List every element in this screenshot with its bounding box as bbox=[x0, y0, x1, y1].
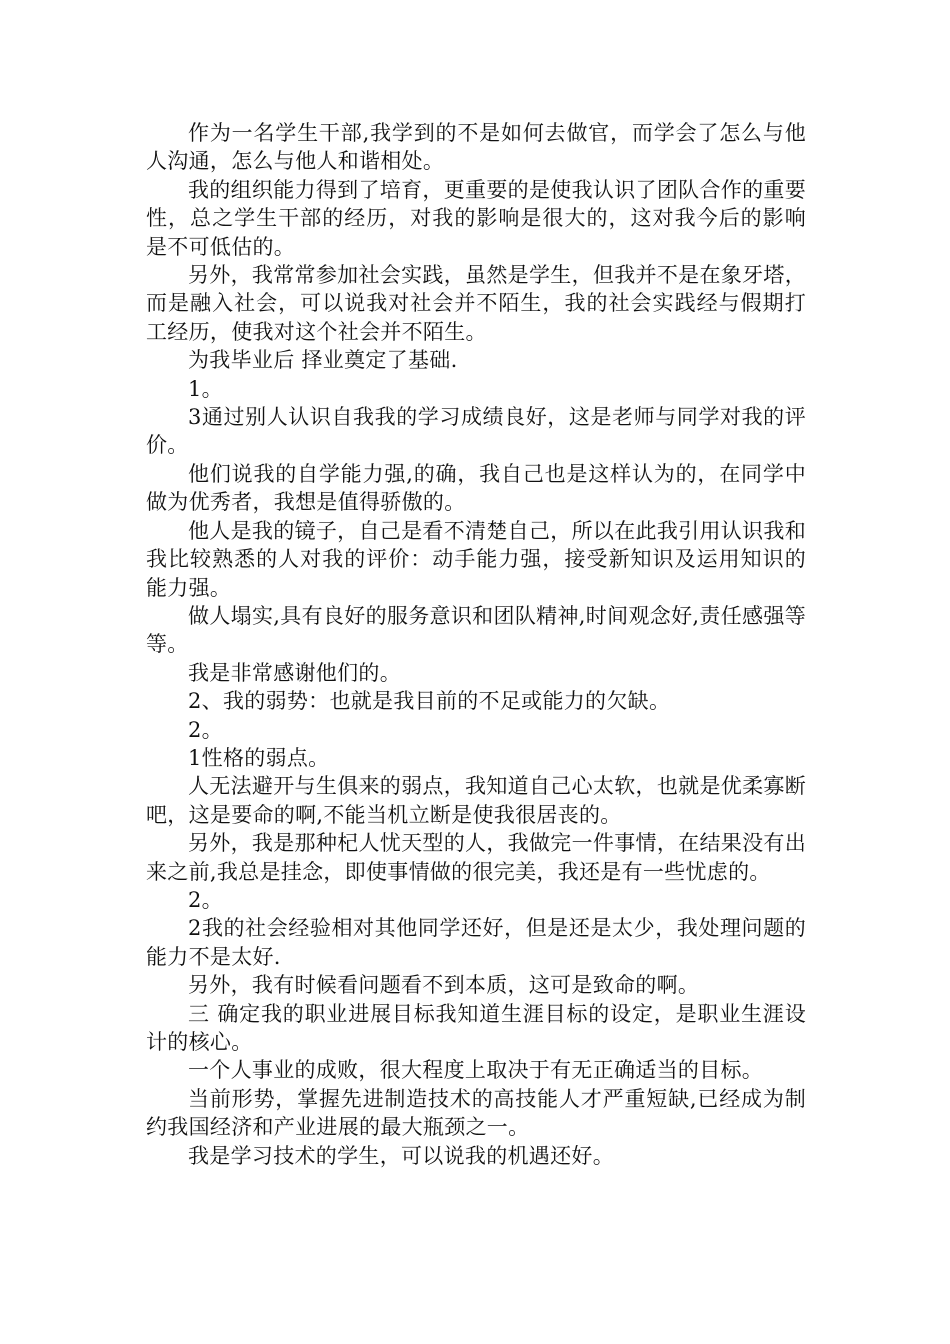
paragraph: 一个人事业的成败，很大程度上取决于有无正确适当的目标。 bbox=[188, 1058, 764, 1083]
paragraph: 2。 bbox=[188, 717, 223, 742]
paragraph: 3通过别人认识自我我的学习成绩良好，这是老师与同学对我的评价。 bbox=[146, 405, 806, 458]
paragraph: 我是学习技术的学生，可以说我的机遇还好。 bbox=[188, 1143, 614, 1168]
paragraph: 人无法避开与生俱来的弱点，我知道自己心太软，也就是优柔寡断吧，这是要命的啊,不能当机立断是使我很居丧的。 bbox=[146, 774, 806, 827]
paragraph: 当前形势，掌握先进制造技术的高技能人才严重短缺,已经成为制约我国经济和产业进展的最大瓶颈之一。 bbox=[146, 1086, 806, 1140]
paragraph: 我是非常感谢他们的。 bbox=[188, 660, 401, 685]
paragraph: 做人塌实,具有良好的服务意识和团队精神,时间观念好,责任感强等等。 bbox=[146, 603, 806, 657]
paragraph: 1性格的弱点。 bbox=[188, 745, 330, 770]
paragraph: 2。 bbox=[188, 887, 223, 912]
paragraph: 为我毕业后 择业奠定了基础. bbox=[188, 348, 458, 373]
paragraph: 另外，我常常参加社会实践，虽然是学生，但我并不是在象牙塔，而是融入社会，可以说我对社会并不陌生，我的社会实践经与假期打工经历，使我对这个社会并不陌生。 bbox=[146, 263, 806, 344]
paragraph: 作为一名学生干部,我学到的不是如何去做官，而学会了怎么与他人沟通，怎么与他人和谐相处。 bbox=[146, 121, 806, 174]
paragraph: 另外，我是那种杞人忧天型的人，我做完一件事情，在结果没有出来之前,我总是挂念，即使事情做的很完美，我还是有一些忧虑的。 bbox=[146, 831, 806, 884]
paragraph: 2、我的弱势：也就是我目前的不足或能力的欠缺。 bbox=[188, 689, 671, 714]
paragraph: 1。 bbox=[188, 376, 223, 401]
paragraph: 三 确定我的职业进展目标我知道生涯目标的设定，是职业生涯设计的核心。 bbox=[146, 1001, 806, 1054]
paragraph: 他们说我的自学能力强,的确，我自己也是这样认为的，在同学中做为优秀者，我想是值得骄傲的。 bbox=[146, 461, 806, 515]
paragraph: 另外，我有时候看问题看不到本质，这可是致命的啊。 bbox=[188, 973, 700, 998]
paragraph: 他人是我的镜子，自己是看不清楚自己，所以在此我引用认识我和我比较熟悉的人对我的评价：动手能力强，接受新知识及运用知识的能力强。 bbox=[146, 518, 806, 600]
paragraph: 2我的社会经验相对其他同学还好，但是还是太少，我处理问题的能力不是太好. bbox=[146, 916, 806, 969]
document-body bbox=[146, 119, 806, 1170]
paragraph: 我的组织能力得到了培育，更重要的是使我认识了团队合作的重要性，总之学生干部的经历，对我的影响是很大的，这对我今后的影响是不可低估的。 bbox=[146, 177, 806, 259]
